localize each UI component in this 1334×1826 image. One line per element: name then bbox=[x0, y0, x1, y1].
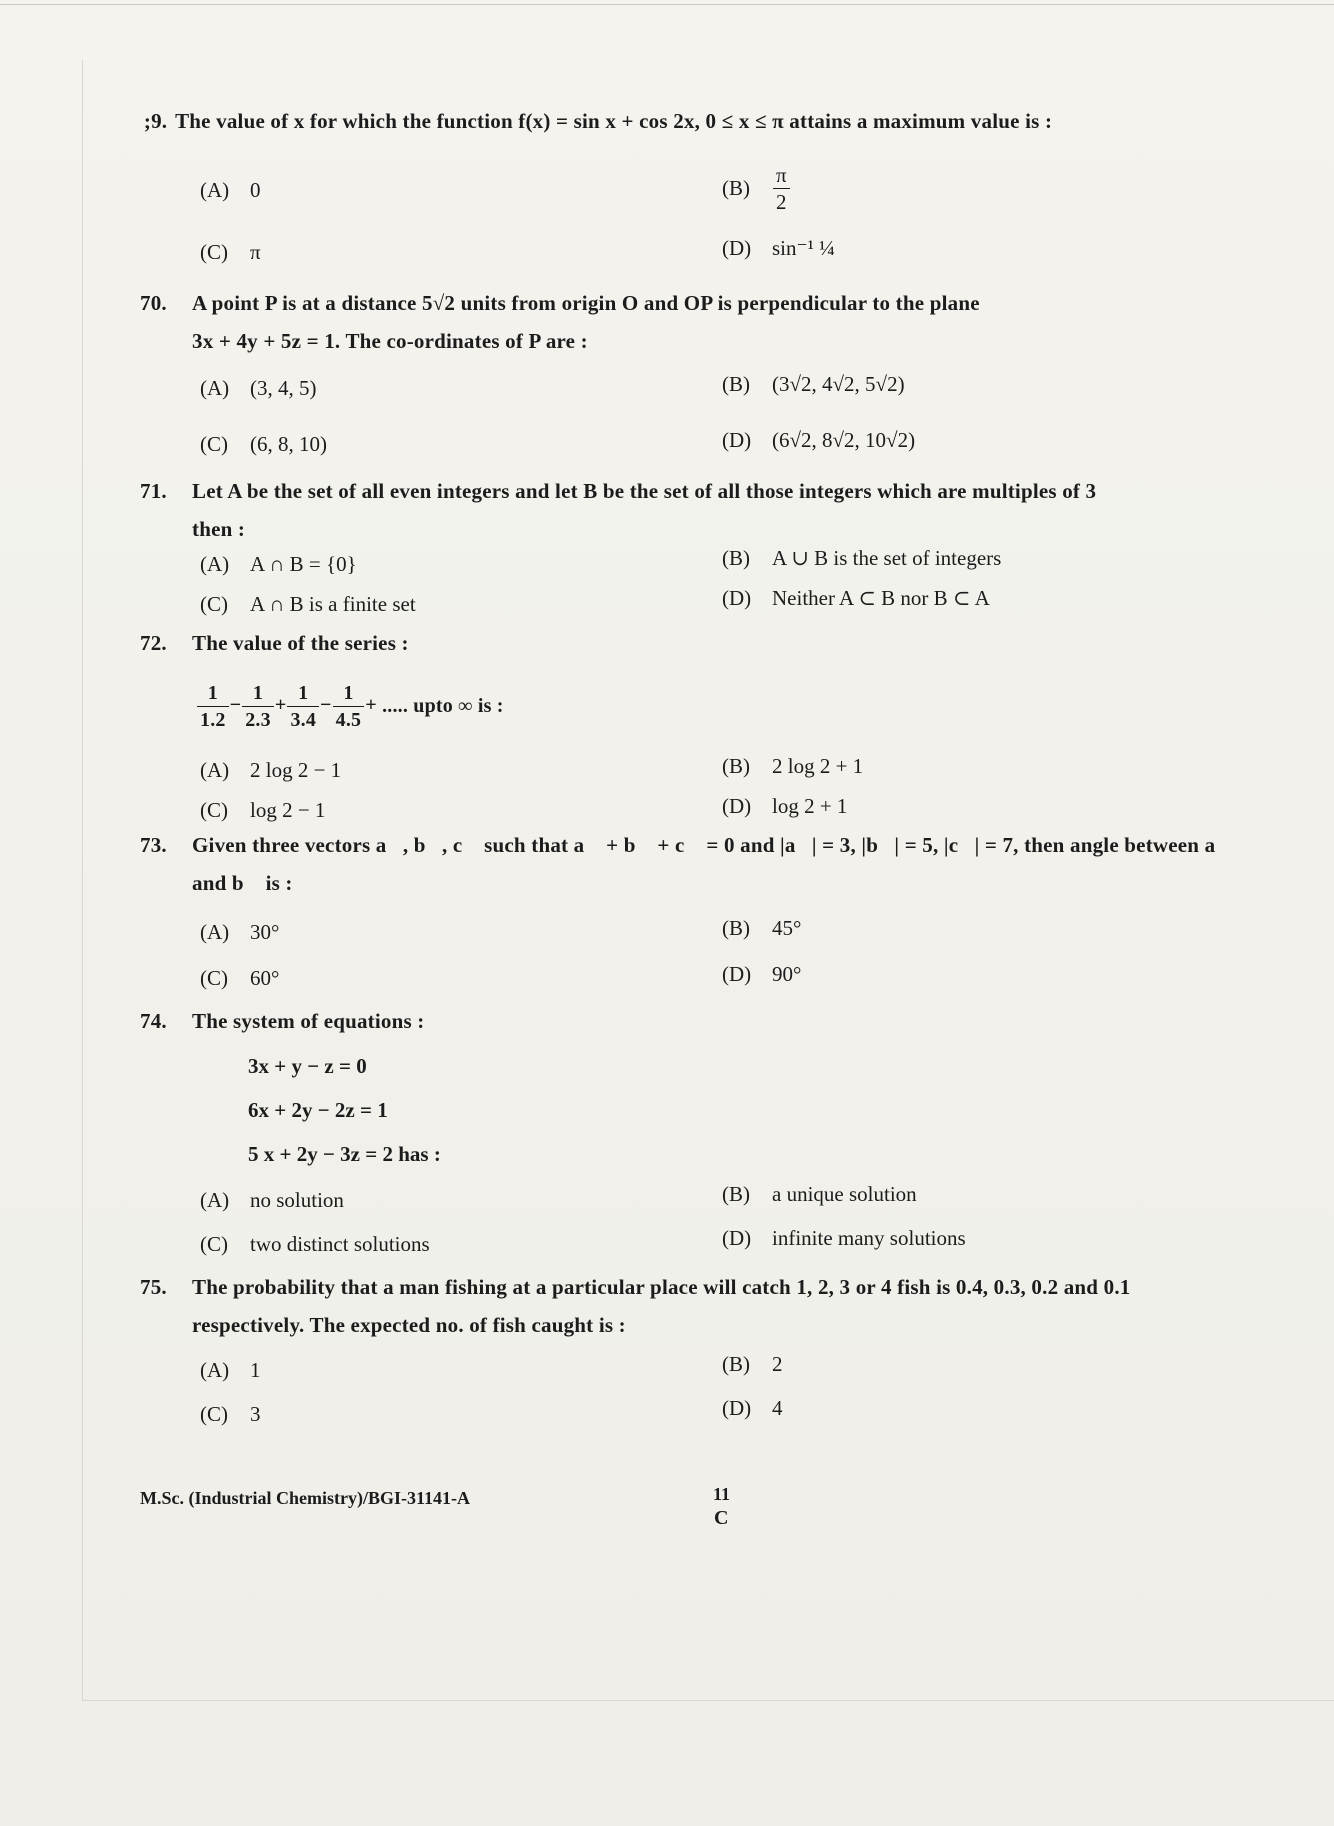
question-74: 74. The system of equations : bbox=[140, 1009, 425, 1033]
option-a: (A) (3, 4, 5) bbox=[200, 376, 317, 400]
question-70: 70. A point P is at a distance 5√2 units from origin O and OP is perpendicular to the plane 3x + 4y + 5z = 1. The co-ordinates of P are : bbox=[140, 291, 980, 353]
set-code: C bbox=[714, 1507, 729, 1529]
question-71: 71. Let A be the set of all even integers and let B be the set of all those integers which are multiples of 3 then : bbox=[140, 479, 1097, 541]
bottom-margin-line bbox=[82, 1700, 1334, 1701]
option-a: (A) A ∩ B = {0} bbox=[200, 552, 357, 576]
option-b: (B) a unique solution bbox=[722, 1182, 917, 1206]
option-c: (C) log 2 − 1 bbox=[200, 798, 326, 822]
option-c: (C) 60° bbox=[200, 966, 280, 990]
series-term: $\frac{1}{4.5}$ bbox=[333, 680, 365, 733]
series-term: $\frac{1}{1.2}$ bbox=[197, 680, 229, 733]
series-term: $\frac{1}{3.4}$ bbox=[287, 680, 319, 733]
question-73: 73. Given three vectors a⃗, b⃗, c⃗ such that a⃗ + b⃗ + c⃗ = 0 and |a⃗| = 3, |b⃗| = 5, |c⃗| = 7, then angle between a⃗ and b⃗ is : bbox=[140, 833, 1232, 895]
option-b: (B) A ∪ B is the set of integers bbox=[722, 546, 1002, 570]
top-border bbox=[0, 4, 1334, 5]
option-a: (A) 1 bbox=[200, 1358, 261, 1382]
series-term: $\frac{1}{2.3}$ bbox=[242, 680, 274, 733]
equation-1: 3x + y − z = 0 bbox=[248, 1054, 367, 1078]
option-d: (D) Neither A ⊂ B nor B ⊂ A bbox=[722, 586, 990, 610]
question-72: 72. The value of the series : bbox=[140, 631, 409, 655]
option-a: (A) 0 bbox=[200, 178, 261, 202]
option-b: (B) 2 bbox=[722, 1352, 783, 1376]
option-d: (D) infinite many solutions bbox=[722, 1226, 966, 1250]
option-b: (B) 2 log 2 + 1 bbox=[722, 754, 864, 778]
option-a: (A) 2 log 2 − 1 bbox=[200, 758, 342, 782]
equation-3: 5 x + 2y − 3z = 2 has : bbox=[248, 1142, 441, 1166]
question-69 bbox=[140, 102, 1052, 140]
option-c: (C) A ∩ B is a finite set bbox=[200, 592, 416, 616]
option-a: (A) no solution bbox=[200, 1188, 344, 1212]
option-b: (B) (3√2, 4√2, 5√2) bbox=[722, 372, 905, 396]
series-expression: $\frac{1}{1.2}$ − $\frac{1}{2.3}$ + $\frac{1}{3.4}$ − $\frac{1}{4.5}$ + ..... upto ∞ is : bbox=[196, 680, 504, 733]
question-number: ;9. bbox=[140, 109, 168, 133]
option-d: (D) log 2 + 1 bbox=[722, 794, 848, 818]
option-b: (B) 45° bbox=[722, 916, 802, 940]
option-a: (A) 30° bbox=[200, 920, 280, 944]
option-c: (C) two distinct solutions bbox=[200, 1232, 430, 1256]
option-b: (B) $\frac{\pi}{2}$ bbox=[722, 162, 791, 215]
page-number: 11 bbox=[713, 1484, 731, 1504]
option-d: (D) (6√2, 8√2, 10√2) bbox=[722, 428, 916, 452]
option-d: (D) sin⁻¹ ¼ bbox=[722, 236, 835, 260]
option-c: (C) π bbox=[200, 240, 261, 264]
left-margin-line bbox=[82, 60, 83, 1700]
option-c: (C) 3 bbox=[200, 1402, 261, 1426]
option-c: (C) (6, 8, 10) bbox=[200, 432, 327, 456]
option-d: (D) 90° bbox=[722, 962, 802, 986]
fraction: $\frac{\pi}{2}$ bbox=[773, 162, 790, 215]
question-text: The value of x for which the function f(x) = sin x + cos 2x, 0 ≤ x ≤ π attains a maximum value is : bbox=[175, 109, 1053, 133]
option-d: (D) 4 bbox=[722, 1396, 783, 1420]
question-75: 75. The probability that a man fishing at a particular place will catch 1, 2, 3 or 4 fish is 0.4, 0.3, 0.2 and 0.1 respectively. The expected no. of fish caught is : bbox=[140, 1275, 1131, 1337]
course-code: M.Sc. (Industrial Chemistry)/BGI-31141-A bbox=[140, 1488, 470, 1508]
equation-2: 6x + 2y − 2z = 1 bbox=[248, 1098, 388, 1122]
